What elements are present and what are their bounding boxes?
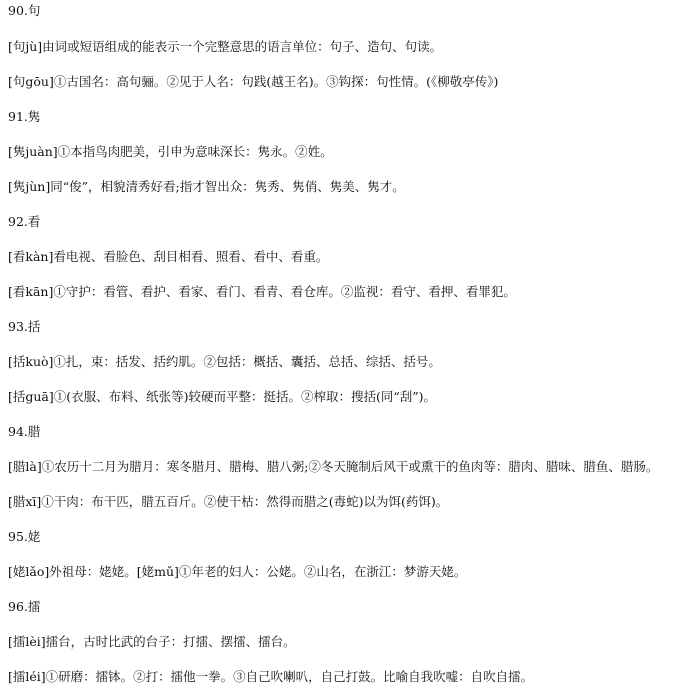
entry-jun: [隽jùn]同“俊”，相貌清秀好看;指才智出众：隽秀、隽俏、隽美、隽才。 bbox=[8, 179, 405, 194]
entry-lei-arena: [擂lèi]擂台，古时比武的台子：打擂、摆擂、擂台。 bbox=[8, 634, 296, 649]
entry-gua: [括guā]①(衣服、布料、纸张等)较硬而平整：挺括。②榨取：搜括(同“刮”)。 bbox=[8, 389, 437, 404]
entry-kan-guard: [看kān]①守护：看管、看护、看家、看门、看青、看仓库。②监视：看守、看押、看罪犯。 bbox=[8, 284, 516, 299]
heading-93: 93.括 bbox=[8, 319, 41, 334]
heading-94: 94.腊 bbox=[8, 424, 41, 439]
heading-96: 96.擂 bbox=[8, 599, 41, 614]
entry-kan-look: [看kàn]看电视、看脸色、刮目相看、照看、看中、看重。 bbox=[8, 249, 329, 264]
entry-juan: [隽juàn]①本指鸟肉肥美，引申为意味深长：隽永。②姓。 bbox=[8, 144, 333, 159]
entry-lei-grind: [擂léi]①研磨：擂钵。②打：擂他一拳。③自己吹喇叭，自己打鼓。比喻自我吹嘘：自吹自擂。 bbox=[8, 669, 534, 684]
heading-95: 95.姥 bbox=[8, 529, 41, 544]
entry-gou-hook: [句gōu]①古国名：高句骊。②见于人名：句践(越王名)。③钩探：句性情。(《柳敬亭传》) bbox=[8, 74, 499, 89]
entry-la: [腊là]①农历十二月为腊月：寒冬腊月、腊梅、腊八粥;②冬天腌制后风干或熏干的鱼肉等：腊肉、腊味、腊鱼、腊肠。 bbox=[8, 459, 659, 474]
heading-92: 92.看 bbox=[8, 214, 41, 229]
entry-xi: [腊xī]①干肉：布干匹，腊五百斤。②使干枯：然得而腊之(毒蛇)以为饵(药饵)。 bbox=[8, 494, 449, 509]
heading-91: 91.隽 bbox=[8, 109, 41, 124]
heading-90: 90.句 bbox=[8, 3, 41, 18]
entry-ju-sentence: [句jù]由词或短语组成的能表示一个完整意思的语言单位：句子、造句、句读。 bbox=[8, 39, 443, 54]
entry-kuo: [括kuò]①扎，束：括发、括约肌。②包括：概括、囊括、总括、综括、括号。 bbox=[8, 354, 441, 369]
entry-lao-mu: [姥lǎo]外祖母：姥姥。[姥mǔ]①年老的妇人：公姥。②山名，在浙江：梦游天姥。 bbox=[8, 564, 467, 579]
